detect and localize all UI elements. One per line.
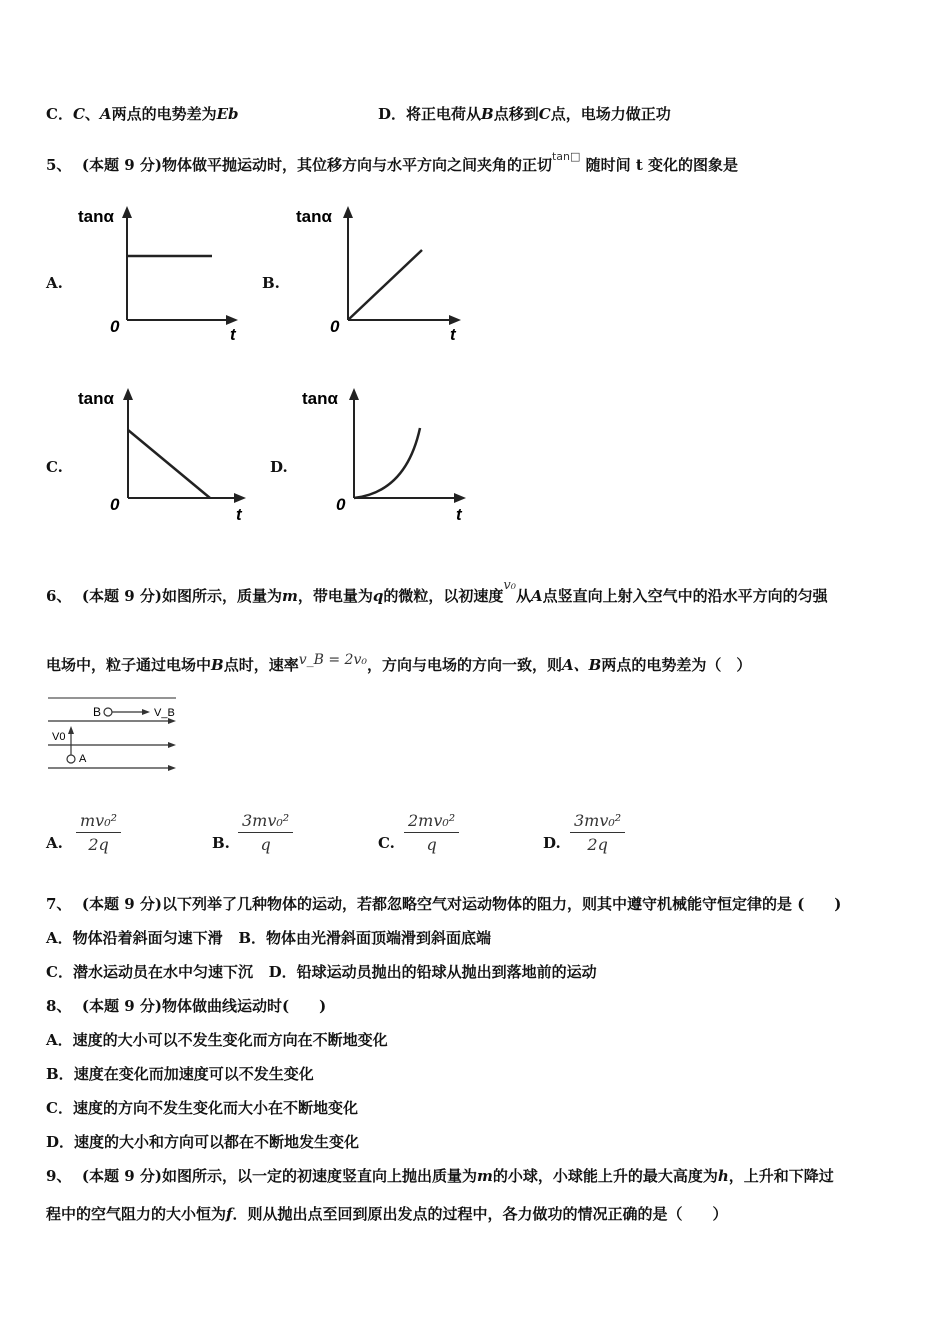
- q6-option-d-fraction[interactable]: $\frac{\text{3mv₀²}}{2q}$: [570, 810, 625, 857]
- q5-graph-a-ylabel: tanα: [78, 207, 114, 226]
- q6-option-c-fraction[interactable]: $\frac{\text{2mv₀²}}{q}$: [404, 810, 459, 857]
- q8-option-d[interactable]: D．速度的大小和方向可以都在不断地发生变化: [46, 1133, 360, 1151]
- q6-diagram-a-label: A: [79, 753, 87, 765]
- q5-graph-c-origin: 0: [110, 495, 120, 514]
- q4-option-d: D．将正电荷从B点移到C点，电场力做正功: [378, 105, 671, 123]
- q7-stem: 7、 (本题 9 分)以下列举了几种物体的运动，若都忽略空气对运动物体的阻力，则其中遵守机械能守恒定律的是 ( ): [46, 895, 842, 913]
- q5-graph-d-xlabel: t: [456, 505, 462, 524]
- q5-graph-a-origin: 0: [110, 317, 120, 336]
- q5-option-d-label[interactable]: D.: [270, 458, 288, 476]
- q5-graph-d-origin: 0: [336, 495, 346, 514]
- q5-graph-b-origin: 0: [330, 317, 340, 336]
- q4-option-c: C．C、A两点的电势差为Eb: [46, 105, 239, 123]
- q8-option-c[interactable]: C．速度的方向不发生变化而大小在不断地变化: [46, 1099, 358, 1117]
- q6-option-b-label[interactable]: B.: [212, 834, 230, 852]
- q5-graph-d-ylabel: tanα: [302, 389, 338, 408]
- q6-stem-line2: 电场中，粒子通过电场中B点时，速率v_B = 2v₀，方向与电场的方向一致，则A、B两点的电势差为（ ）: [46, 652, 752, 674]
- q9-stem-line1: 9、 (本题 9 分)如图所示，以一定的初速度竖直向上抛出质量为m的小球，小球能上升的最大高度为h，上升和下降过: [46, 1167, 834, 1185]
- q5-graph-c[interactable]: [70, 382, 255, 527]
- q5-stem: 5、 (本题 9 分)物体做平抛运动时，其位移方向与水平方向之间夹角的正切$^{tan□}$ 随时间 t 变化的图象是: [46, 150, 739, 174]
- q5-graph-b-xlabel: t: [450, 325, 456, 344]
- q5-graph-c-curve: [128, 430, 210, 498]
- q7-options-row2[interactable]: C．潜水运动员在水中匀速下沉 D．铅球运动员抛出的铅球从抛出到落地前的运动: [46, 963, 597, 981]
- q5-option-c-label[interactable]: C.: [46, 458, 63, 476]
- q7-options-row1[interactable]: A．物体沿着斜面匀速下滑 B．物体由光滑斜面顶端滑到斜面底端: [46, 929, 492, 947]
- q5-graph-a[interactable]: [70, 200, 245, 345]
- q5-option-a-label[interactable]: A.: [46, 274, 63, 292]
- q5-graph-d-curve: [354, 428, 420, 498]
- q6-stem-line1: 6、 (本题 9 分)如图所示，质量为m，带电量为q的微粒，以初速度v₀从A点竖直向上射入空气中的沿水平方向的匀强: [46, 578, 828, 605]
- q5-graph-c-ylabel: tanα: [78, 389, 114, 408]
- q6-diagram-b-label: B: [93, 705, 102, 719]
- q5-graph-a-xlabel: t: [230, 325, 236, 344]
- q5-option-b-label[interactable]: B.: [262, 274, 280, 292]
- q5-graph-c-xlabel: t: [236, 505, 242, 524]
- q5-graph-b[interactable]: [290, 200, 470, 345]
- q6-option-d-label[interactable]: D.: [543, 834, 561, 852]
- q6-diagram-vb-label: V_B: [154, 707, 175, 719]
- q9-stem-line2: 程中的空气阻力的大小恒为f．则从抛出点至回到原出发点的过程中，各力做功的情况正确的是（ ）: [46, 1205, 728, 1223]
- q6-option-b-fraction[interactable]: $\frac{\text{3mv₀²}}{q}$: [238, 810, 293, 857]
- q6-option-a-fraction[interactable]: $\frac{\text{mv₀²}}{2q}$: [76, 810, 121, 857]
- q5-graph-d[interactable]: [296, 382, 481, 527]
- q8-stem: 8、 (本题 9 分)物体做曲线运动时( ): [46, 997, 327, 1015]
- q6-option-c-label[interactable]: C.: [378, 834, 395, 852]
- q6-diagram-v0-label: V0: [52, 731, 66, 743]
- q8-option-b[interactable]: B．速度在变化而加速度可以不发生变化: [46, 1065, 314, 1083]
- q6-field-diagram: [44, 696, 184, 778]
- q6-option-a-label[interactable]: A.: [46, 834, 63, 852]
- q8-option-a[interactable]: A．速度的大小可以不发生变化而方向在不断地变化: [46, 1031, 388, 1049]
- q5-graph-b-ylabel: tanα: [296, 207, 332, 226]
- q5-graph-b-curve: [348, 250, 422, 320]
